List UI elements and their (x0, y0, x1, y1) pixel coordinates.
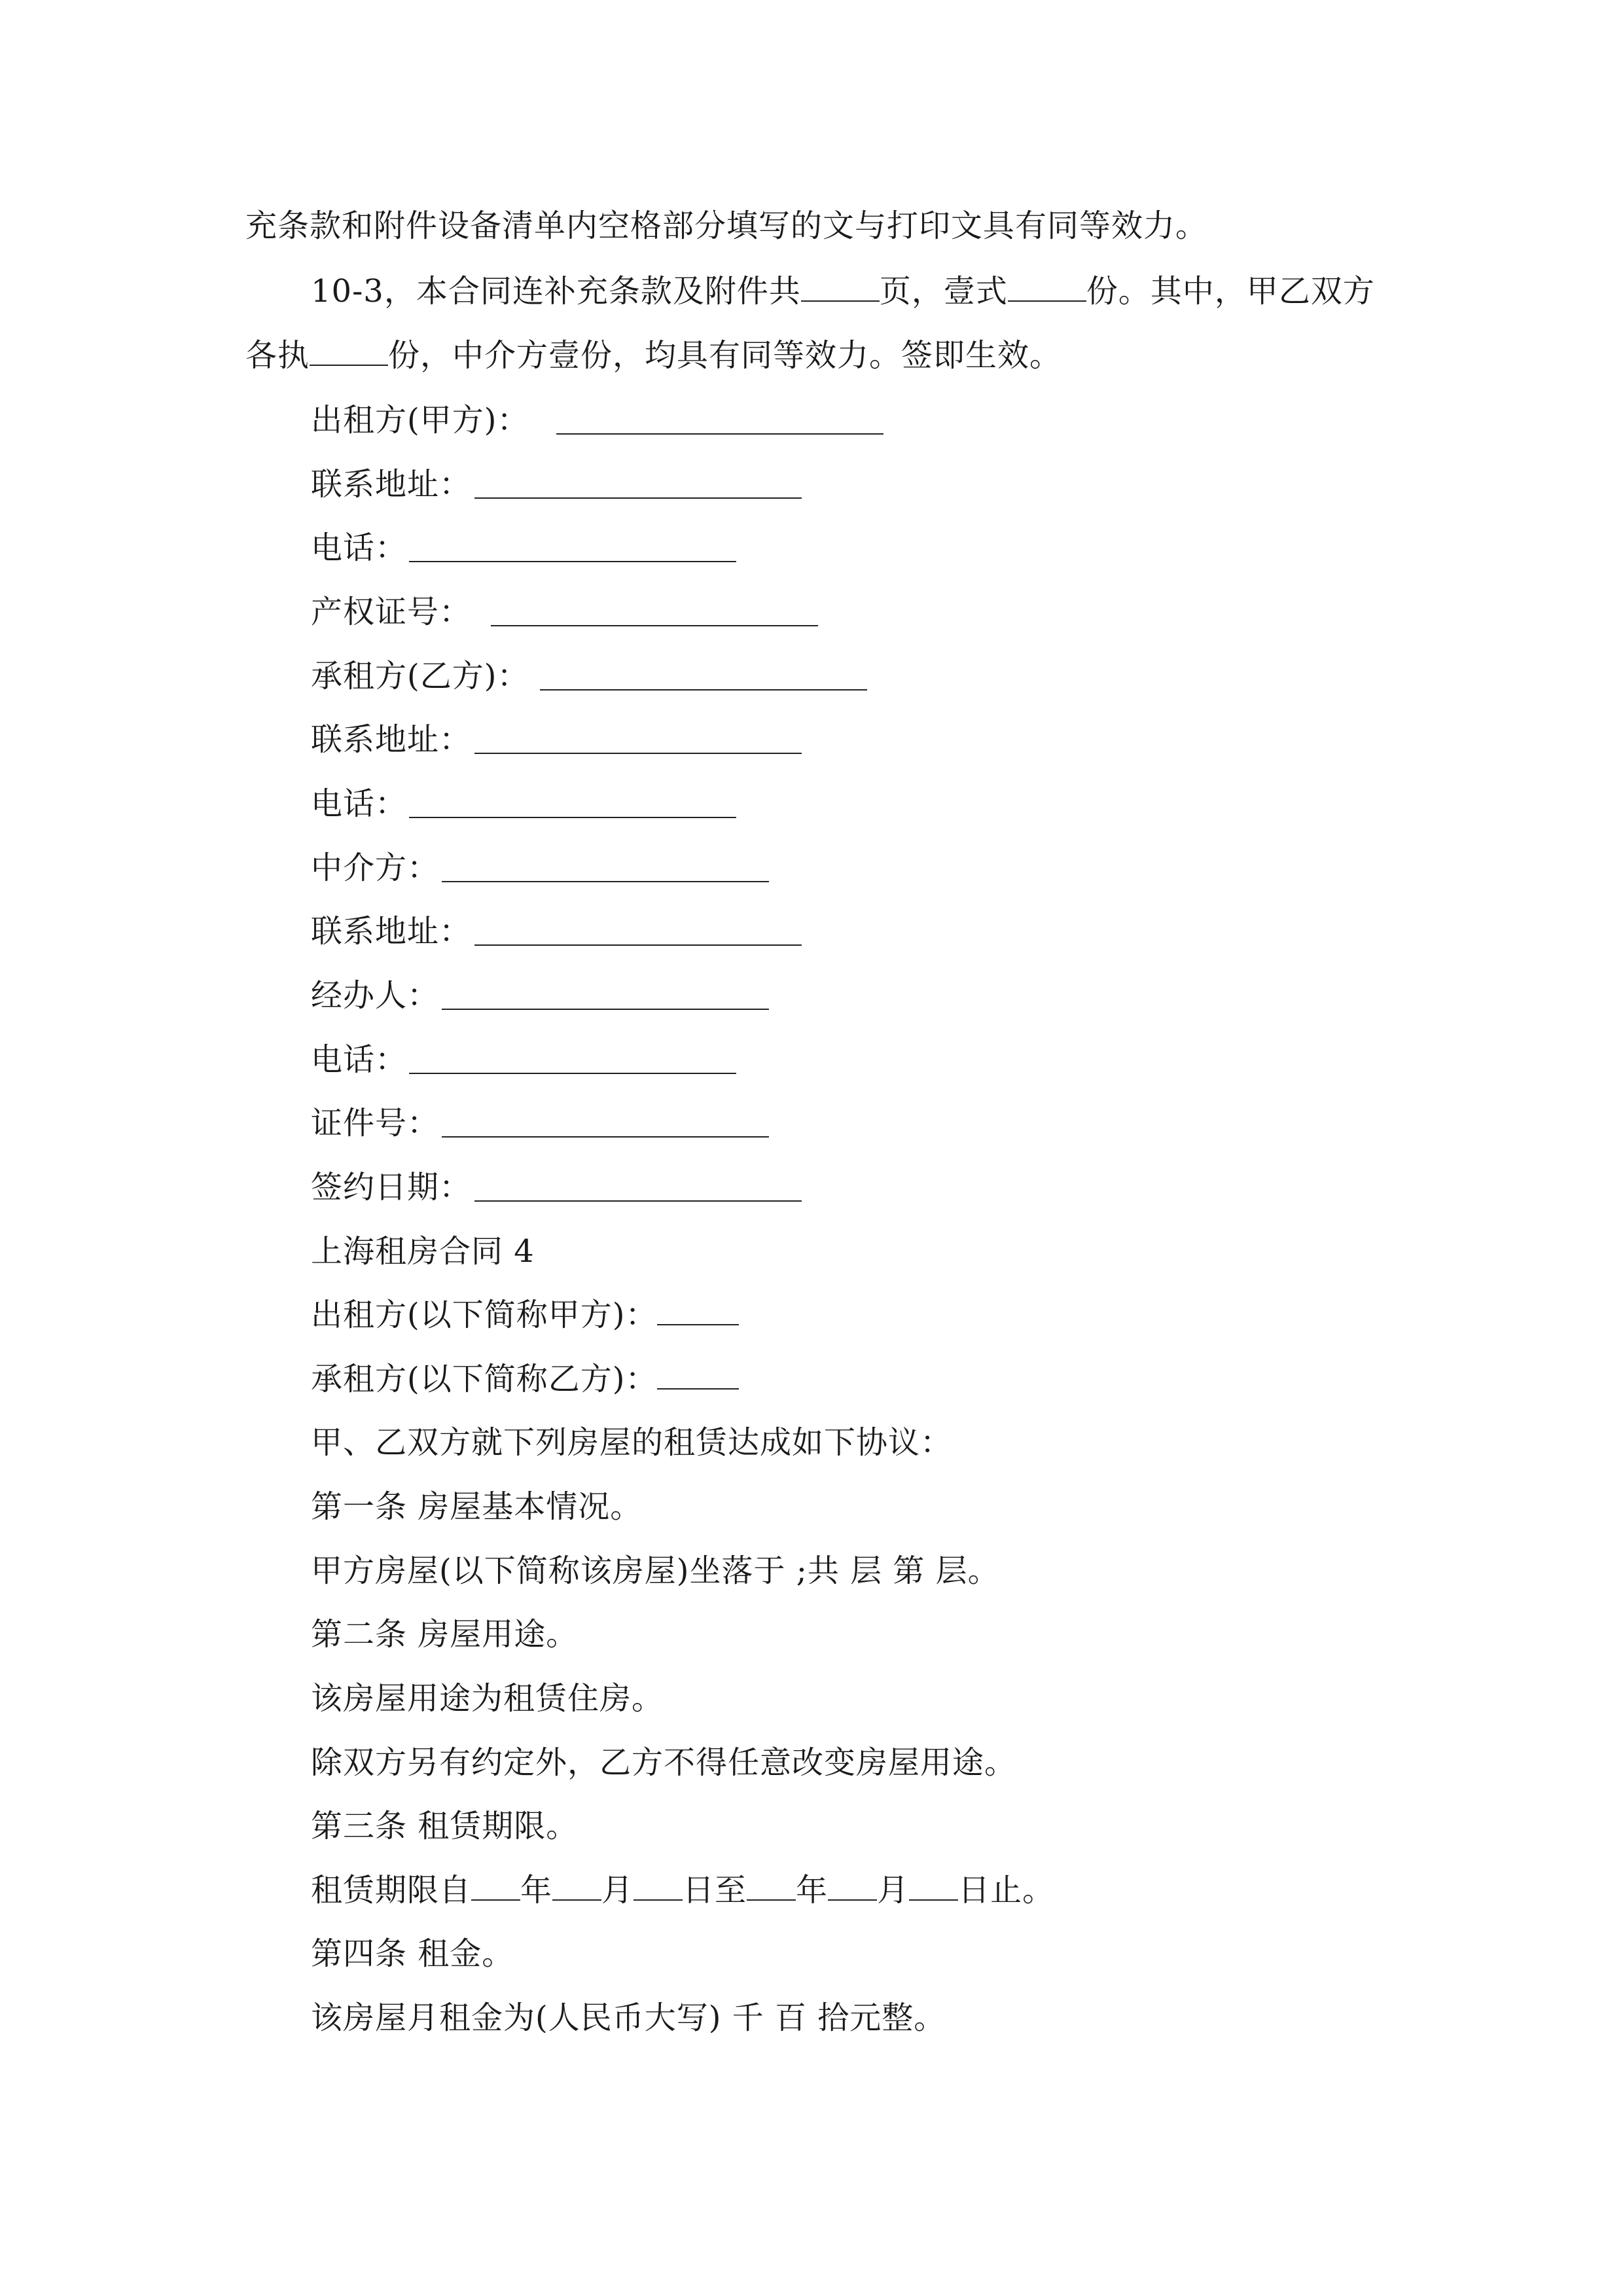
signature-field-agency-address (311, 912, 471, 951)
term-line (311, 1871, 1054, 1910)
term-text: 月 (877, 1872, 910, 1909)
article2-body1: 该房屋用途为租赁住房。 (311, 1680, 664, 1717)
article2-title: 第二条 房屋用途。 (311, 1616, 579, 1653)
lessor-blank[interactable] (657, 1295, 739, 1325)
signature-field-agency (311, 848, 439, 888)
each-party-copies-blank[interactable] (310, 336, 388, 366)
term-text: 年 (796, 1872, 829, 1909)
lessee-address-underline[interactable] (474, 753, 802, 754)
start-month-blank[interactable] (552, 1871, 601, 1901)
term-text: 租赁期限自 (311, 1872, 472, 1909)
clause-text: 10-3，本合同连补充条款及附件共 (311, 273, 801, 310)
intro-line: 充条款和附件设备清单内空格部分填写的文与打印文具有同等效力。 (245, 207, 1208, 244)
start-year-blank[interactable] (471, 1871, 520, 1901)
field-label: 出租方(甲方)： (311, 402, 529, 439)
start-day-blank[interactable] (633, 1871, 683, 1901)
article2-body2: 除双方另有约定外，乙方不得任意改变房屋用途。 (311, 1744, 1017, 1781)
signature-field-lessor (311, 401, 529, 440)
clause-text: 页，壹式 (879, 273, 1008, 310)
article1-body: 甲方房屋(以下简称该房屋)坐落于 ;共 层 第 层。 (311, 1552, 1000, 1589)
clause-text: 份。其中，甲乙双方 (1086, 273, 1375, 310)
lessor-underline[interactable] (556, 433, 883, 435)
field-label: 电话： (311, 529, 408, 566)
signature-field-property-cert (311, 592, 471, 632)
term-text: 月 (601, 1872, 634, 1909)
field-label: 签约日期： (311, 1169, 472, 1206)
contract4-lessee-line (311, 1359, 739, 1399)
field-label: 中介方： (311, 850, 440, 886)
agreement-line: 甲、乙双方就下列房屋的租赁达成如下协议： (311, 1424, 953, 1461)
field-label: 电话： (311, 1041, 408, 1078)
clause-10-3-line1 (311, 272, 1375, 311)
lessor-address-underline[interactable] (474, 497, 802, 499)
lessee-blank[interactable] (657, 1359, 739, 1390)
lessor-label: 出租方(以下简称甲方)： (311, 1297, 658, 1333)
field-label: 电话： (311, 785, 408, 822)
signature-field-sign-date (311, 1168, 471, 1207)
lessee-phone-underline[interactable] (409, 817, 736, 818)
field-label: 经办人： (311, 977, 440, 1014)
handler-underline[interactable] (442, 1009, 769, 1010)
field-label: 证件号： (311, 1105, 440, 1141)
signature-field-lessee-phone (311, 784, 407, 823)
term-text: 日止。 (958, 1872, 1055, 1909)
property-cert-underline[interactable] (491, 625, 818, 626)
end-day-blank[interactable] (909, 1871, 958, 1901)
signature-field-lessee-address (311, 720, 471, 759)
field-label: 联系地址： (311, 913, 472, 950)
term-text: 年 (520, 1872, 553, 1909)
article3-title: 第三条 租赁期限。 (311, 1808, 579, 1844)
contract4-title: 上海租房合同 4 (311, 1233, 535, 1270)
pages-blank[interactable] (801, 272, 880, 302)
clause-10-3-line2 (245, 336, 1061, 375)
field-label: 承租方(乙方)： (311, 658, 529, 694)
lessee-underline[interactable] (540, 689, 867, 691)
signature-field-lessor-phone (311, 528, 407, 567)
article4-title: 第四条 租金。 (311, 1935, 514, 1972)
term-text: 日至 (683, 1872, 747, 1909)
signature-field-lessee (311, 656, 529, 696)
end-year-blank[interactable] (747, 1871, 796, 1901)
lessor-phone-underline[interactable] (409, 561, 736, 562)
handler-phone-underline[interactable] (409, 1073, 736, 1074)
field-label: 联系地址： (311, 721, 472, 758)
copies-blank[interactable] (1008, 272, 1086, 302)
article4-body: 该房屋月租金为(人民币大写) 千 百 拾元整。 (311, 2000, 946, 2036)
clause-text: 各执 (245, 337, 310, 374)
field-label: 联系地址： (311, 466, 472, 503)
signature-field-lessor-address (311, 465, 471, 504)
contract4-lessor-line (311, 1295, 739, 1335)
clause-text: 份，中介方壹份，均具有同等效力。签即生效。 (388, 337, 1062, 374)
id-number-underline[interactable] (442, 1136, 769, 1138)
signature-field-handler-phone (311, 1040, 407, 1079)
lessee-label: 承租方(以下简称乙方)： (311, 1361, 658, 1397)
field-label: 产权证号： (311, 594, 472, 630)
article1-title: 第一条 房屋基本情况。 (311, 1488, 643, 1525)
end-month-blank[interactable] (828, 1871, 877, 1901)
sign-date-underline[interactable] (474, 1200, 802, 1202)
signature-field-id-number (311, 1103, 439, 1143)
signature-field-handler (311, 976, 439, 1015)
agency-underline[interactable] (442, 881, 769, 882)
agency-address-underline[interactable] (474, 944, 802, 946)
